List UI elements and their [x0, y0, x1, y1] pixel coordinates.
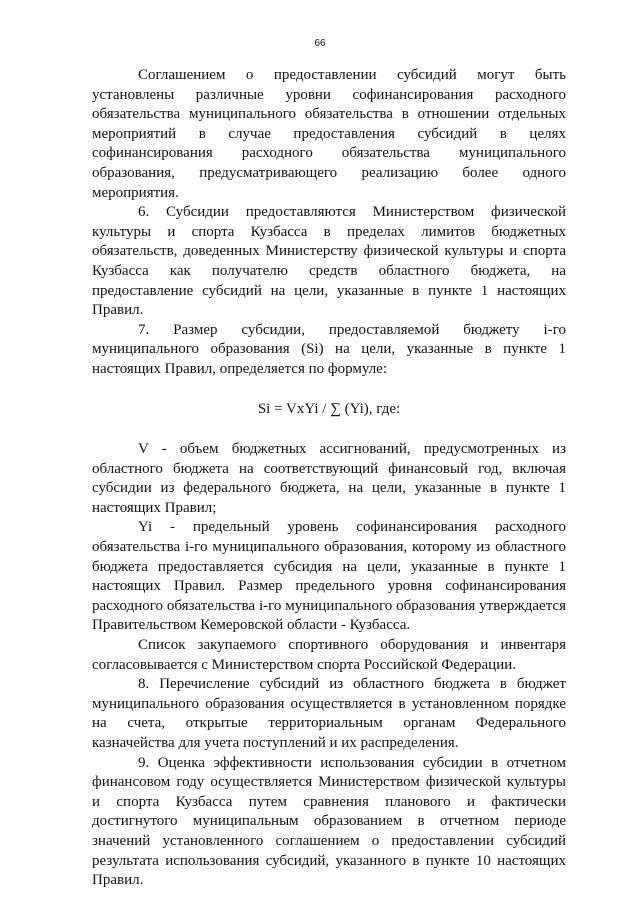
document-body — [92, 66, 566, 891]
paragraph-item-9: 9. Оценка эффективности использования субсидии в отчетном финансовом году осуществляется Министерством физической культуры и спорта Кузбасса путем сравнения планового и фактически достигнутого муниципальным образованием в отчетном периоде значений установленного соглашением о предоставлении субсидий результата использования субсидий, указанного в пункте 10 настоящих Правил. — [92, 754, 566, 889]
page-number: 66 — [314, 38, 326, 49]
paragraph-definition-yi: Yi - предельный уровень софинансирования расходного обязательства i-го муниципального образования, которому из областного бюджета предоставляется субсидия на цели, указанные в пункте 1 настоящих Правил. Размер предельного уровня софинансирования расходного обязательства i-го муниципального образования утверждается Правительством Кемеровской области - Кузбасса. — [92, 519, 566, 634]
paragraph-item-7: 7. Размер субсидии, предоставляемой бюджету i-го муниципального образования (Si) на цели, указанные в пункте 1 настоящих Правил, определяется по формуле: — [92, 321, 566, 377]
paragraph-cofinancing-levels: Соглашением о предоставлении субсидий могут быть установлены различные уровни софинансирования расходного обязательства муниципального обязательства в отношении отдельных мероприятий в случае предоставления субсидий в целях софинансирования расходного обязательства муниципального образования, предусматривающего реализацию более одного мероприятия. — [92, 67, 566, 201]
paragraph-item-6: 6. Субсидии предоставляются Министерством физической культуры и спорта Кузбасса в пределах лимитов бюджетных обязательств, доведенных Министерству физической культуры и спорта Кузбасса как получателю средств областного бюджета, на предоставление субсидий на цели, указанные в пункте 1 настоящих Правил. — [92, 204, 566, 319]
paragraph-item-8: 8. Перечисление субсидий из областного бюджета в бюджет муниципального образования осуществляется в установленном порядке на счета, открытые территориальным органам Федерального казначейства для учета поступлений и их распределения. — [92, 676, 566, 751]
subsidy-formula: Si = VxYi / ∑ (Yi), где: — [257, 400, 401, 417]
paragraph-equipment-list: Список закупаемого спортивного оборудования и инвентаря согласовывается с Министерством спорта Российской Федерации. — [92, 637, 566, 673]
paragraph-definition-v: V - объем бюджетных ассигнований, предусмотренных из областного бюджета на соответствующий финансовый год, включая субсидии из федерального бюджета, на цели, указанные в пункте 1 настоящих Правил; — [92, 441, 566, 516]
